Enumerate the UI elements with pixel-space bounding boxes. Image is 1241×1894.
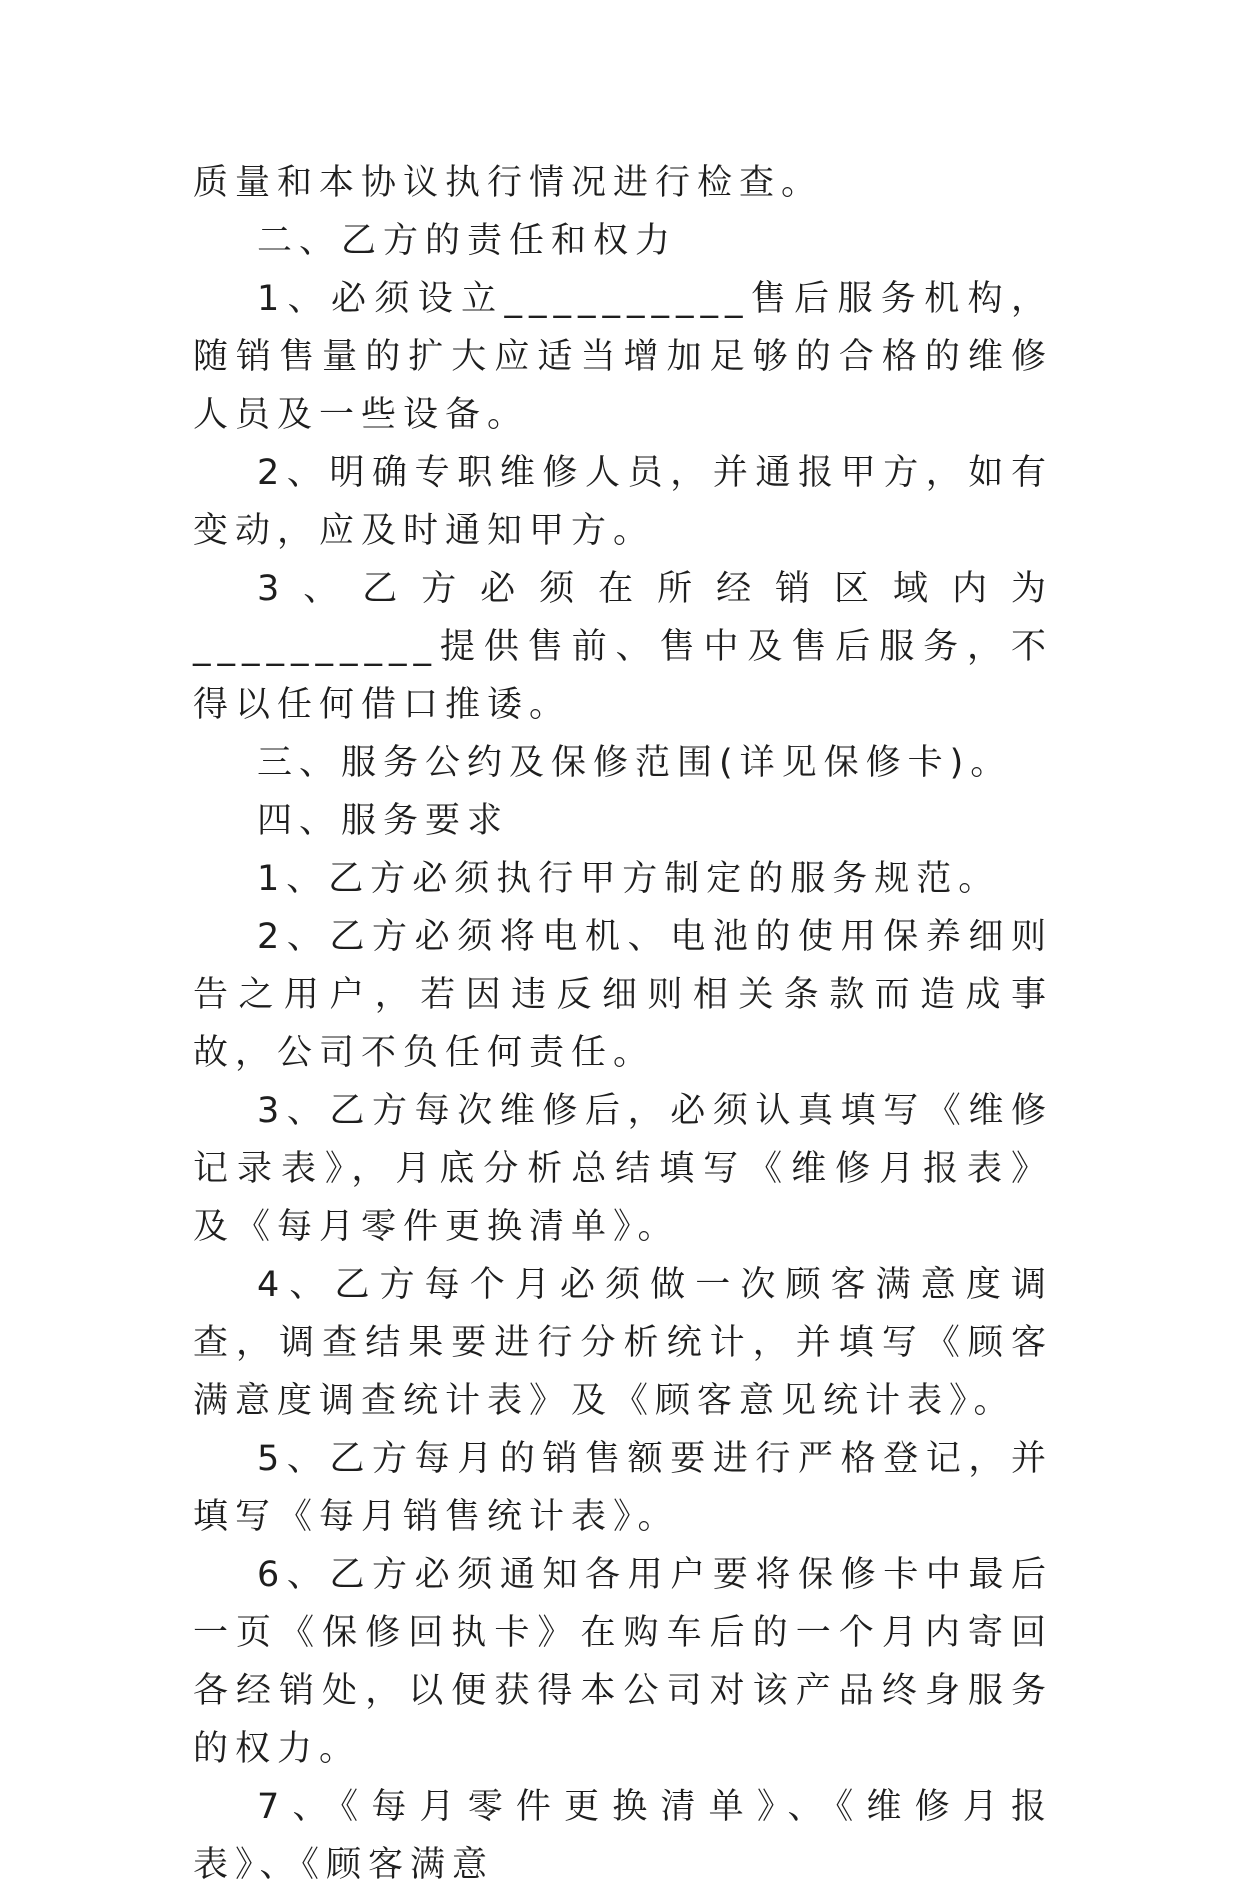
clause-2-2: 2、明确专职维修人员，并通报甲方，如有变动，应及时通知甲方。: [193, 453, 1053, 551]
clause-4-5: 5、乙方每月的销售额要进行严格登记，并填写《每月销售统计表》。: [193, 1439, 1053, 1537]
document-body: [193, 154, 1053, 1894]
paragraph-continuation: 质量和本协议执行情况进行检查。: [193, 163, 824, 203]
clause-4-7: 7、《每月零件更换清单》、《维修月报表》、《顾客满意: [193, 1787, 1053, 1885]
clause-2-3: 3、乙方必须在所经销区域内为__________提供售前、售中及售后服务，不得以任何借口推诿。: [193, 569, 1053, 725]
section-heading-party-b-duties: 二、乙方的责任和权力: [257, 221, 678, 261]
clause-4-2: 2、乙方必须将电机、电池的使用保养细则告之用户，若因违反细则相关条款而造成事故，公司不负任何责任。: [193, 917, 1053, 1073]
clause-4-3: 3、乙方每次维修后，必须认真填写《维修记录表》，月底分析总结填写《维修月报表》及《每月零件更换清单》。: [193, 1091, 1053, 1247]
clause-4-6: 6、乙方必须通知各用户要将保修卡中最后一页《保修回执卡》在购车后的一个月内寄回各经销处，以便获得本公司对该产品终身服务的权力。: [193, 1555, 1053, 1769]
clause-2-1: 1、必须设立__________售后服务机构，随销售量的扩大应适当增加足够的合格的维修人员及一些设备。: [193, 279, 1053, 435]
clause-4-1: 1、乙方必须执行甲方制定的服务规范。: [257, 859, 1001, 899]
section-heading-service-requirements: 四、服务要求: [257, 801, 510, 841]
clause-4-4: 4、乙方每个月必须做一次顾客满意度调查，调查结果要进行分析统计，并填写《顾客满意度调查统计表》及《顾客意见统计表》。: [193, 1265, 1053, 1421]
section-heading-service-pledge: 三、服务公约及保修范围(详见保修卡)。: [257, 743, 1013, 783]
